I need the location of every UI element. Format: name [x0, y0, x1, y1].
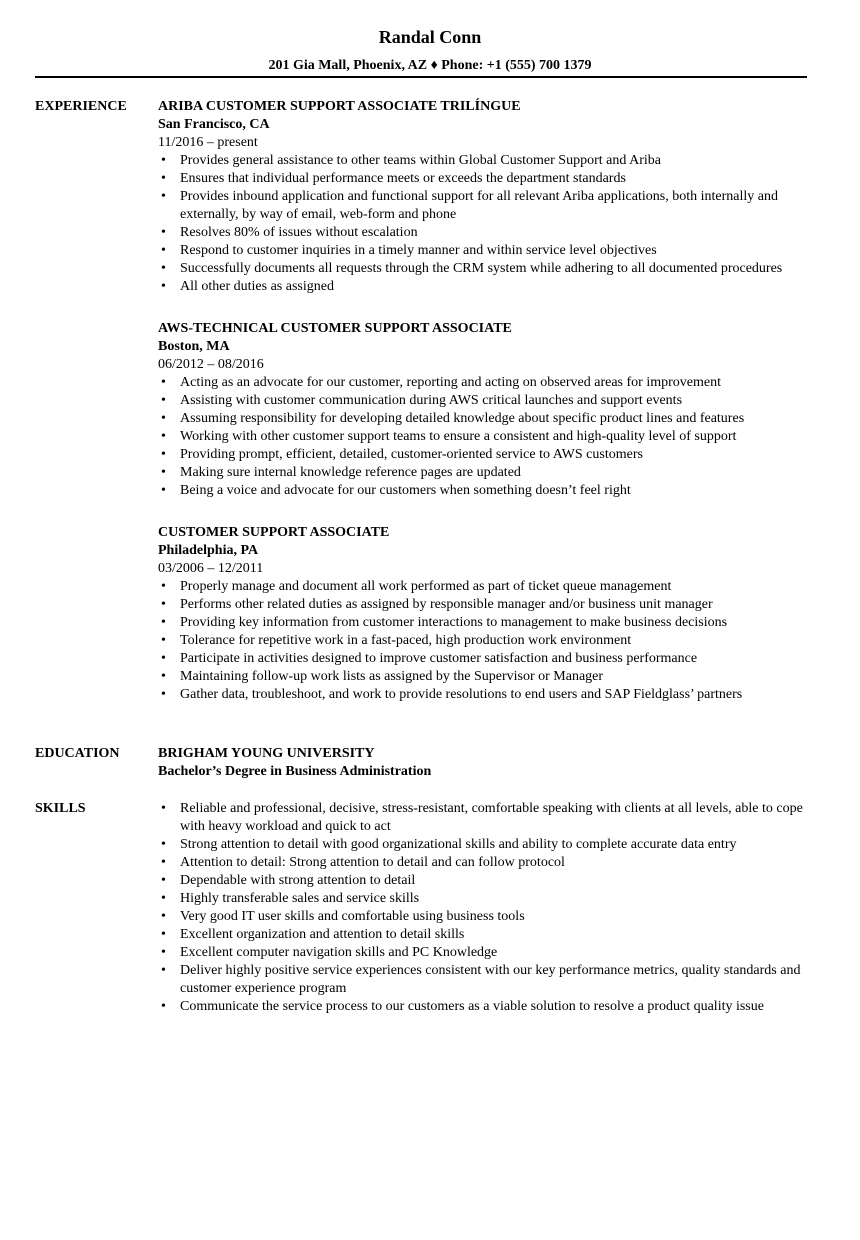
job-dates: 03/2006 – 12/2011: [158, 561, 264, 576]
skill-item: • Highly transferable sales and service skills: [158, 890, 808, 908]
duty-item: • Providing prompt, efficient, detailed, customer-oriented service to AWS customers: [158, 446, 808, 464]
duty-item: • Assisting with customer communication during AWS critical launches and support events: [158, 392, 808, 410]
school-name: BRIGHAM YOUNG UNIVERSITY: [158, 746, 375, 761]
duty-item: • Provides general assistance to other teams within Global Customer Support and Ariba: [158, 152, 808, 170]
duty-item: • All other duties as assigned: [158, 278, 808, 296]
duty-item: • Properly manage and document all work performed as part of ticket queue management: [158, 578, 808, 596]
job-location: Boston, MA: [158, 339, 230, 354]
job-entry: [158, 524, 808, 704]
degree: Bachelor’s Degree in Business Administration: [158, 764, 432, 779]
experience-heading: EXPERIENCE: [35, 99, 127, 114]
job-title: CUSTOMER SUPPORT ASSOCIATE: [158, 525, 390, 540]
job-location: San Francisco, CA: [158, 117, 270, 132]
job-entry: [158, 320, 808, 500]
duty-item: • Provides inbound application and functional support for all relevant Ariba applications, both internally and externally, by way of email, web-form and phone: [158, 188, 808, 224]
resume-header: [0, 0, 860, 75]
duty-item: • Performs other related duties as assigned by responsible manager and/or business unit manager: [158, 596, 808, 614]
job-dates: 06/2012 – 08/2016: [158, 357, 264, 372]
skills-list-wrap: [158, 800, 808, 1016]
job-title: AWS-TECHNICAL CUSTOMER SUPPORT ASSOCIATE: [158, 321, 512, 336]
duty-item: • Respond to customer inquiries in a timely manner and within service level objectives: [158, 242, 808, 260]
education-heading: EDUCATION: [35, 746, 120, 761]
job-duties: [158, 578, 808, 704]
duty-item: • Providing key information from customer interactions to management to make business decisions: [158, 614, 808, 632]
job-location: Philadelphia, PA: [158, 543, 259, 558]
header-divider: [35, 76, 807, 78]
duty-item: • Acting as an advocate for our customer, reporting and acting on observed areas for improvement: [158, 374, 808, 392]
skill-item: • Strong attention to detail with good organizational skills and ability to complete accurate data entry: [158, 836, 808, 854]
duty-item: • Successfully documents all requests through the CRM system while adhering to all documented procedures: [158, 260, 808, 278]
education-entry: [158, 745, 808, 781]
duty-item: • Resolves 80% of issues without escalation: [158, 224, 808, 242]
duty-item: • Assuming responsibility for developing detailed knowledge about specific product lines and features: [158, 410, 808, 428]
skill-item: • Excellent organization and attention to detail skills: [158, 926, 808, 944]
skill-item: • Reliable and professional, decisive, stress-resistant, comfortable speaking with clients at all levels, able to cope with heavy workload and quick to act: [158, 800, 808, 836]
job-duties: [158, 152, 808, 296]
skill-item: • Communicate the service process to our customers as a viable solution to resolve a product quality issue: [158, 998, 808, 1016]
skill-item: • Dependable with strong attention to detail: [158, 872, 808, 890]
job-dates: 11/2016 – present: [158, 135, 258, 150]
duty-item: • Gather data, troubleshoot, and work to provide resolutions to end users and SAP Fieldglass’ partners: [158, 686, 808, 704]
skill-item: • Excellent computer navigation skills and PC Knowledge: [158, 944, 808, 962]
skills-heading: SKILLS: [35, 801, 86, 816]
candidate-name: Randal Conn: [378, 27, 482, 47]
duty-item: • Participate in activities designed to improve customer satisfaction and business performance: [158, 650, 808, 668]
job-entry: [158, 98, 808, 296]
job-duties: [158, 374, 808, 500]
skill-item: • Attention to detail: Strong attention to detail and can follow protocol: [158, 854, 808, 872]
skill-item: • Very good IT user skills and comfortable using business tools: [158, 908, 808, 926]
experience-list: [158, 98, 808, 728]
duty-item: • Tolerance for repetitive work in a fast-paced, high production work environment: [158, 632, 808, 650]
skills-list: [158, 800, 808, 1016]
duty-item: • Maintaining follow-up work lists as assigned by the Supervisor or Manager: [158, 668, 808, 686]
contact-line: 201 Gia Mall, Phoenix, AZ ♦ Phone: +1 (555) 700 1379: [268, 58, 592, 73]
duty-item: • Ensures that individual performance meets or exceeds the department standards: [158, 170, 808, 188]
duty-item: • Being a voice and advocate for our customers when something doesn’t feel right: [158, 482, 808, 500]
skill-item: • Deliver highly positive service experiences consistent with our key performance metrics, quality standards and customer experience program: [158, 962, 808, 998]
duty-item: • Working with other customer support teams to ensure a consistent and high-quality level of support: [158, 428, 808, 446]
job-title: ARIBA CUSTOMER SUPPORT ASSOCIATE TRILÍNGUE: [158, 99, 521, 114]
duty-item: • Making sure internal knowledge reference pages are updated: [158, 464, 808, 482]
